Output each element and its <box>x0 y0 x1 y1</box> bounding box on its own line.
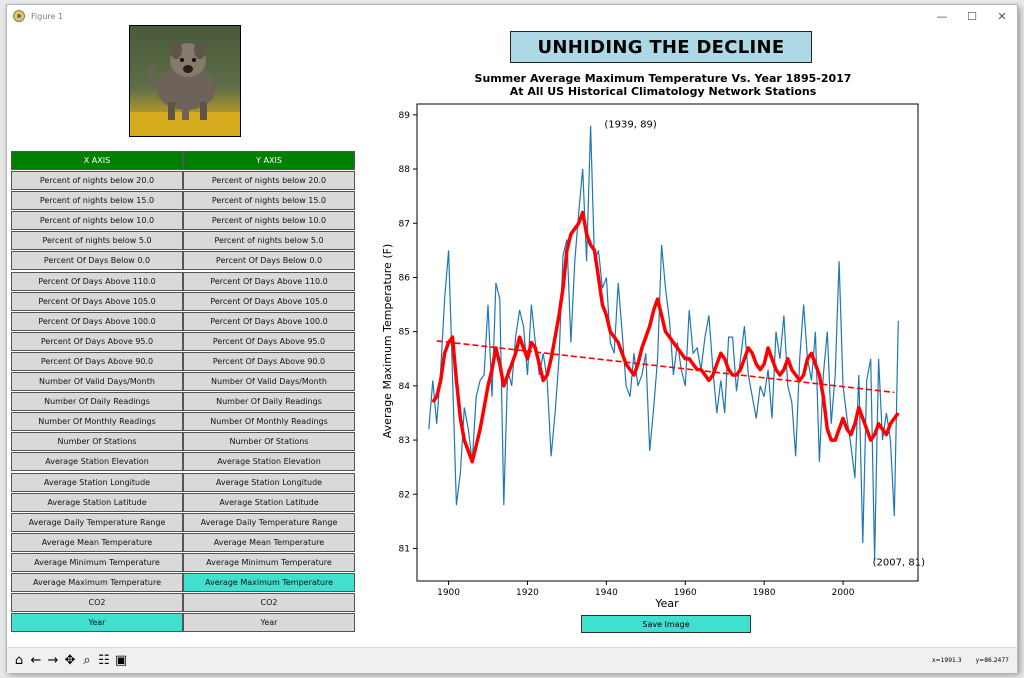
y-tick-label: 88 <box>398 165 410 176</box>
save-icon[interactable]: ▣ <box>114 652 128 668</box>
chart-title: Summer Average Maximum Temperature Vs. Year 1895-2017 <box>474 72 852 85</box>
x-axis-button[interactable]: Percent Of Days Below 0.0 <box>11 251 183 270</box>
matplotlib-app-icon <box>13 10 25 22</box>
y-axis-button[interactable]: Number Of Valid Days/Month <box>183 372 355 391</box>
y-axis-button[interactable]: Percent Of Days Above 100.0 <box>183 312 355 331</box>
y-axis-button[interactable]: Average Station Elevation <box>183 452 355 471</box>
dog-thumbnail <box>129 25 241 137</box>
y-axis-button[interactable]: Year <box>183 613 355 632</box>
x-axis-button[interactable]: Percent of nights below 5.0 <box>11 231 183 250</box>
minimize-button[interactable]: — <box>936 9 948 23</box>
y-tick-label: 81 <box>398 544 410 555</box>
x-tick-label: 2000 <box>831 588 855 598</box>
x-axis-button-column <box>11 151 183 633</box>
series-thin-line <box>429 126 899 560</box>
x-axis-label: Year <box>655 597 679 609</box>
x-axis-button[interactable]: Percent of nights below 10.0 <box>11 211 183 230</box>
chart-subtitle: At All US Historical Climatology Network Stations <box>509 85 817 98</box>
y-axis-button[interactable]: Number Of Monthly Readings <box>183 412 355 431</box>
figure-window <box>6 4 1018 672</box>
x-axis-button[interactable]: Percent Of Days Above 105.0 <box>11 292 183 311</box>
y-axis-button[interactable]: Percent of nights below 20.0 <box>183 171 355 190</box>
x-readout: x=1991.3 <box>932 657 962 664</box>
y-axis-button[interactable]: Average Minimum Temperature <box>183 553 355 572</box>
x-axis-button[interactable]: Average Station Longitude <box>11 473 183 492</box>
x-axis-button[interactable]: Percent of nights below 15.0 <box>11 191 183 210</box>
x-axis-button[interactable]: Average Maximum Temperature <box>11 573 183 592</box>
y-axis-button[interactable]: Percent of nights below 5.0 <box>183 231 355 250</box>
pan-icon[interactable]: ✥ <box>64 652 76 668</box>
x-axis-button[interactable]: Average Mean Temperature <box>11 533 183 552</box>
y-readout: y=86.2477 <box>975 657 1009 664</box>
y-axis-button[interactable]: Average Daily Temperature Range <box>183 513 355 532</box>
x-axis-button[interactable]: Percent Of Days Above 100.0 <box>11 312 183 331</box>
y-tick-label: 82 <box>398 490 410 501</box>
x-tick-label: 1900 <box>437 588 461 598</box>
x-tick-label: 1940 <box>594 588 618 598</box>
x-axis-button[interactable]: Average Daily Temperature Range <box>11 513 183 532</box>
y-axis-button[interactable]: Percent Of Days Above 95.0 <box>183 332 355 351</box>
x-axis-button[interactable]: Percent of nights below 20.0 <box>11 171 183 190</box>
y-axis-button[interactable]: Percent of nights below 15.0 <box>183 191 355 210</box>
y-tick-label: 89 <box>398 110 410 121</box>
x-tick-label: 1920 <box>516 588 539 598</box>
plot-frame <box>417 104 918 581</box>
y-axis-button[interactable]: Percent of nights below 10.0 <box>183 211 355 230</box>
window-title: Figure 1 <box>31 11 64 21</box>
y-axis-button[interactable]: Number Of Stations <box>183 432 355 451</box>
forward-arrow-icon[interactable]: → <box>47 652 59 668</box>
x-axis-button[interactable]: Number Of Valid Days/Month <box>11 372 183 391</box>
x-tick-label: 1960 <box>673 588 697 598</box>
annotation-label: (1939, 89) <box>604 119 657 131</box>
x-axis-header: X AXIS <box>11 151 183 170</box>
y-tick-label: 86 <box>398 273 410 284</box>
y-axis-button[interactable]: Percent Of Days Above 90.0 <box>183 352 355 371</box>
title-bar <box>7 5 1017 27</box>
y-axis-label: Average Maximum Temperature (F) <box>381 243 394 439</box>
y-axis-button[interactable]: Average Maximum Temperature <box>183 573 355 592</box>
x-tick-label: 1980 <box>752 588 776 598</box>
back-arrow-icon[interactable]: ← <box>30 652 42 668</box>
x-axis-button[interactable]: Number Of Daily Readings <box>11 392 183 411</box>
home-icon[interactable]: ⌂ <box>14 652 24 668</box>
y-tick-label: 87 <box>398 219 410 230</box>
close-button[interactable]: ✕ <box>997 9 1007 23</box>
x-axis-button[interactable]: Number Of Stations <box>11 432 183 451</box>
window-controls <box>927 5 1017 27</box>
x-axis-button[interactable]: Percent Of Days Above 110.0 <box>11 272 183 291</box>
temperature-chart[interactable] <box>367 69 927 609</box>
x-axis-button[interactable]: Average Station Latitude <box>11 493 183 512</box>
x-axis-button[interactable]: Percent Of Days Above 90.0 <box>11 352 183 371</box>
cursor-readout <box>918 657 1009 664</box>
y-axis-button[interactable]: CO2 <box>183 593 355 612</box>
maximize-button[interactable]: ☐ <box>967 9 977 23</box>
y-axis-button[interactable]: Average Station Latitude <box>183 493 355 512</box>
zoom-icon[interactable]: ⌕ <box>83 652 91 668</box>
y-axis-button[interactable]: Number Of Daily Readings <box>183 392 355 411</box>
y-axis-button[interactable]: Percent Of Days Above 110.0 <box>183 272 355 291</box>
y-axis-button-column <box>183 151 355 633</box>
banner-title: UNHIDING THE DECLINE <box>510 31 812 63</box>
x-axis-button[interactable]: Average Minimum Temperature <box>11 553 183 572</box>
y-axis-button[interactable]: Percent Of Days Below 0.0 <box>183 251 355 270</box>
x-axis-button[interactable]: CO2 <box>11 593 183 612</box>
y-axis-header: Y AXIS <box>183 151 355 170</box>
x-axis-button[interactable]: Average Station Elevation <box>11 452 183 471</box>
x-axis-button[interactable]: Number Of Monthly Readings <box>11 412 183 431</box>
y-axis-button[interactable]: Average Mean Temperature <box>183 533 355 552</box>
annotation-label: (2007, 81) <box>872 557 926 569</box>
y-tick-label: 84 <box>398 381 410 392</box>
y-tick-label: 85 <box>398 327 410 338</box>
y-axis-button[interactable]: Average Station Longitude <box>183 473 355 492</box>
plot-area[interactable] <box>367 69 927 609</box>
x-axis-button[interactable]: Percent Of Days Above 95.0 <box>11 332 183 351</box>
y-axis-button[interactable]: Percent Of Days Above 105.0 <box>183 292 355 311</box>
navigation-toolbar <box>7 647 1017 673</box>
x-axis-button[interactable]: Year <box>11 613 183 632</box>
save-image-button[interactable]: Save Image <box>581 615 751 633</box>
configure-icon[interactable]: ☷ <box>98 652 110 668</box>
y-tick-label: 83 <box>398 436 410 447</box>
